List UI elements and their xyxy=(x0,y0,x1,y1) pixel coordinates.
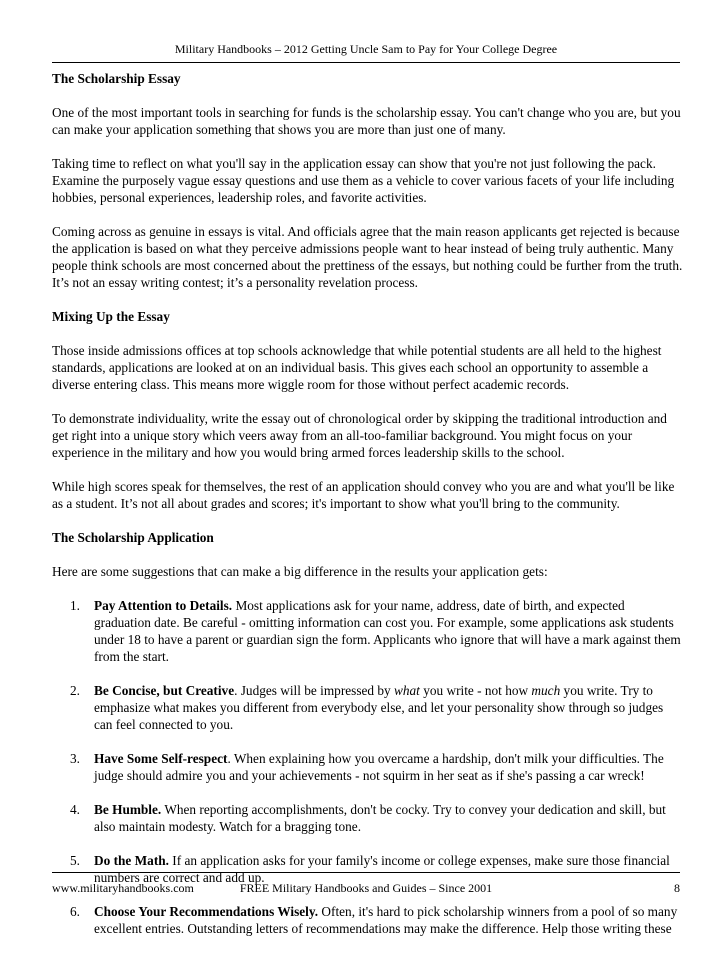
list-item xyxy=(52,903,684,937)
item-title: Pay Attention to Details. xyxy=(94,598,233,613)
item-title: Choose Your Recommendations Wisely. xyxy=(94,904,319,919)
item-title: Be Humble. xyxy=(94,802,162,817)
section-heading-mixing-up-essay: Mixing Up the Essay xyxy=(52,309,170,324)
item-text: When reporting accomplishments, don't be cocky. Try to convey your dedication and skill, but also maintain modesty. Watch for a bragging tone. xyxy=(94,802,666,834)
item-text: you write - not how xyxy=(419,683,532,698)
paragraph: To demonstrate individuality, write the essay out of chronological order by skipping the traditional introduction and get right into a unique story which veers away from an all-too-familiar background. You might focus on your experience in the military and how you would bring armed forces leadership skills to the school. xyxy=(52,411,667,460)
list-item xyxy=(52,801,684,835)
footer-website: www.militaryhandbooks.com xyxy=(52,881,194,895)
item-title: Be Concise, but Creative xyxy=(94,683,235,698)
page-footer xyxy=(52,880,680,896)
list-number: 4. xyxy=(70,802,80,817)
section-heading-scholarship-essay: The Scholarship Essay xyxy=(52,71,181,86)
paragraph: Taking time to reflect on what you'll say in the application essay can show that you're not just following the pack. Examine the purposely vague essay questions and use them as a vehicle to cover various facets of your life including hobbies, personal experiences, leadership roles, and favorite activities. xyxy=(52,156,675,205)
page-number: 8 xyxy=(674,881,680,895)
list-item xyxy=(52,597,684,665)
item-text: . Judges will be impressed by xyxy=(234,683,395,698)
item-emphasis: much xyxy=(531,683,561,698)
list-number: 3. xyxy=(70,751,80,766)
list-item xyxy=(52,682,684,733)
item-title: Do the Math. xyxy=(94,853,169,868)
item-text: Most applications ask for your name, address, date of birth, and expected graduation date. Be careful - omitting information can cost you. For example, some applications ask students under 18 to have a parent or guardian sign the form. Applicants who ignore that will have a mark against them from the start. xyxy=(94,598,681,664)
paragraph: Coming across as genuine in essays is vital. And officials agree that the main reason applicants get rejected is because the application is based on what they perceive admissions people want to hear instead of being truly authentic. Many people think schools are most concerned about the prettiness of the essays, but nothing could be further from the truth. It’s not an essay writing contest; it’s a personality revelation process. xyxy=(52,224,683,290)
footer-divider xyxy=(52,872,680,873)
paragraph: Those inside admissions offices at top schools acknowledge that while potential students are all held to the highest standards, applications are looked at on an individual basis. This gives each school an opportunity to assemble a diverse entering class. This means more wiggle room for those without perfect academic records. xyxy=(52,343,662,392)
list-number: 6. xyxy=(70,904,80,919)
page-content xyxy=(52,70,684,954)
section-heading-scholarship-application: The Scholarship Application xyxy=(52,530,214,545)
item-text: If an application asks for your family's income or college expenses, make sure those financial numbers are correct and add up. xyxy=(94,853,670,885)
list-number: 2. xyxy=(70,683,80,698)
list-number: 1. xyxy=(70,598,80,613)
list-number: 5. xyxy=(70,853,80,868)
item-text: you write. Try to emphasize what makes you different from everybody else, and let your personality show through so judges can feel connected to you. xyxy=(94,683,664,732)
item-text: . When explaining how you overcame a hardship, don't milk your difficulties. The judge should admire you and your achievements - not squirm in her seat as if she's passing a car wreck! xyxy=(94,751,664,783)
item-title: Have Some Self-respect xyxy=(94,751,228,766)
item-text: Often, it's hard to pick scholarship winners from a pool of so many excellent entries. Outstanding letters of recommendations may make the difference. Help those writing these xyxy=(94,904,678,936)
footer-tagline: FREE Military Handbooks and Guides – Since 2001 xyxy=(239,881,493,895)
page-header: Military Handbooks – 2012 Getting Uncle Sam to Pay for Your College Degree xyxy=(174,42,558,56)
item-emphasis: what xyxy=(394,683,420,698)
paragraph: While high scores speak for themselves, the rest of an application should convey who you are and what you'll be like as a student. It’s not all about grades and scores; it's important to show what you'll bring to the community. xyxy=(52,479,675,511)
paragraph-intro: Here are some suggestions that can make a big difference in the results your application gets: xyxy=(52,564,548,579)
paragraph: One of the most important tools in searching for funds is the scholarship essay. You can't change who you are, but you can make your application something that shows you are more than just one of many. xyxy=(52,105,681,137)
list-item xyxy=(52,750,684,784)
header-divider xyxy=(52,62,680,63)
